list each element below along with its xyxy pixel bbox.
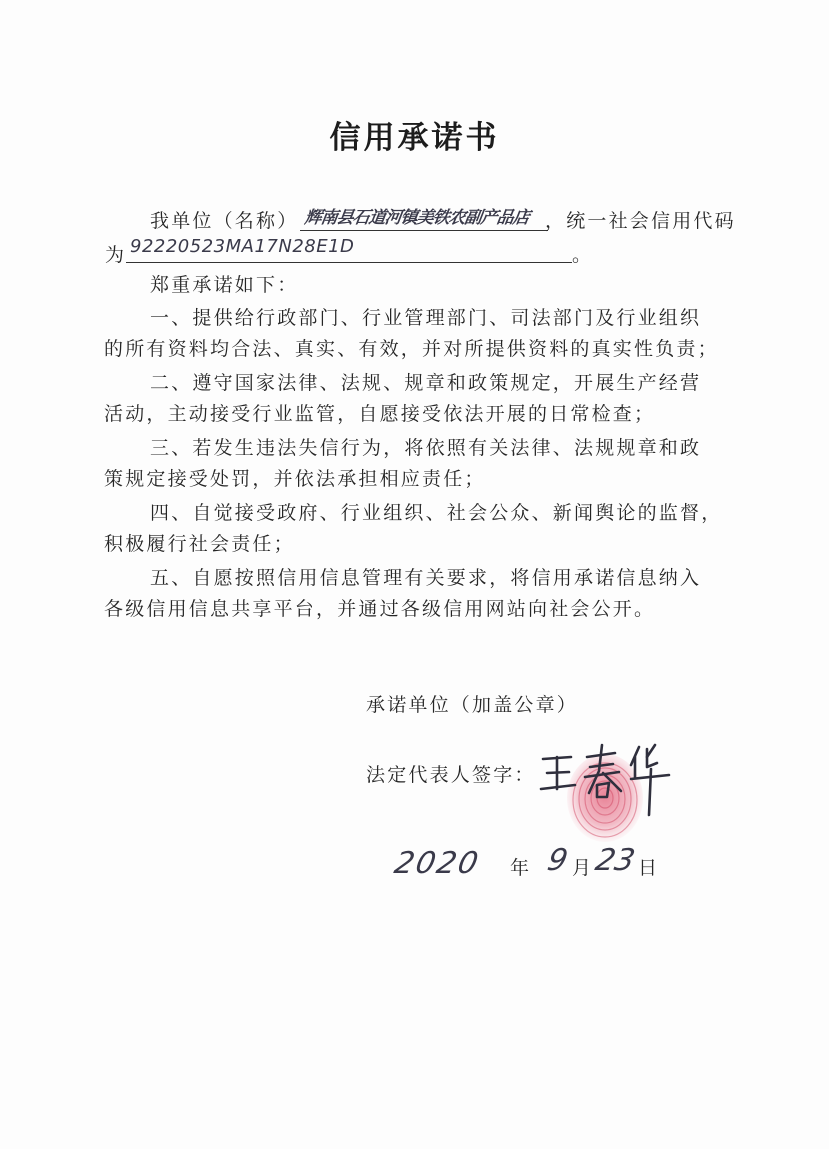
commitment-1-line2: 的所有资料均合法、真实、有效，并对所提供资料的真实性负责； xyxy=(104,338,719,360)
commitment-lead: 郑重承诺如下： xyxy=(150,274,299,296)
document-title: 信用承诺书 xyxy=(329,120,500,156)
date-month-handwritten: 9 xyxy=(544,843,571,878)
date-year-suffix: 年 xyxy=(510,857,532,879)
legal-rep-label: 法定代表人签字： xyxy=(366,764,536,786)
commitment-4-line2: 积极履行社会责任； xyxy=(104,533,295,555)
promising-unit-label: 承诺单位（加盖公章） xyxy=(366,694,579,716)
commitment-5-line2: 各级信用信息共享平台，并通过各级信用网站向社会公开。 xyxy=(104,598,656,620)
commitment-5-line1: 五、自愿按照信用信息管理有关要求，将信用承诺信息纳入 xyxy=(150,567,702,589)
date-day-suffix: 日 xyxy=(638,857,660,879)
date-year-handwritten: 2020 xyxy=(391,846,484,881)
intro-wei: 为 xyxy=(105,244,127,266)
commitment-4-line1: 四、自觉接受政府、行业组织、社会公众、新闻舆论的监督， xyxy=(150,502,723,524)
intro-end: 。 xyxy=(572,244,594,266)
intro-prefix: 我单位（名称） xyxy=(150,210,299,232)
credit-code-underline xyxy=(126,262,572,263)
commitment-3-line1: 三、若发生违法失信行为，将依照有关法律、法规规章和政 xyxy=(150,437,702,459)
commitment-2-line2: 活动，主动接受行业监管，自愿接受依法开展的日常检查； xyxy=(104,403,656,425)
company-name-underline xyxy=(300,230,548,231)
credit-code-handwritten: 92220523MA17N28E1D xyxy=(130,236,355,257)
date-month-suffix: 月 xyxy=(572,857,594,879)
commitment-3-line2: 策规定接受处罚，并依法承担相应责任； xyxy=(104,468,486,490)
date-day-handwritten: 23 xyxy=(592,843,638,878)
intro-mid: ，统一社会信用代码 xyxy=(545,210,736,232)
commitment-1-line1: 一、提供给行政部门、行业管理部门、司法部门及行业组织 xyxy=(150,307,702,329)
company-name-handwritten: 辉南县石道河镇美铁农副产品店 xyxy=(303,208,531,228)
commitment-2-line1: 二、遵守国家法律、法规、规章和政策规定，开展生产经营 xyxy=(150,372,702,394)
handwritten-signature xyxy=(535,727,685,822)
